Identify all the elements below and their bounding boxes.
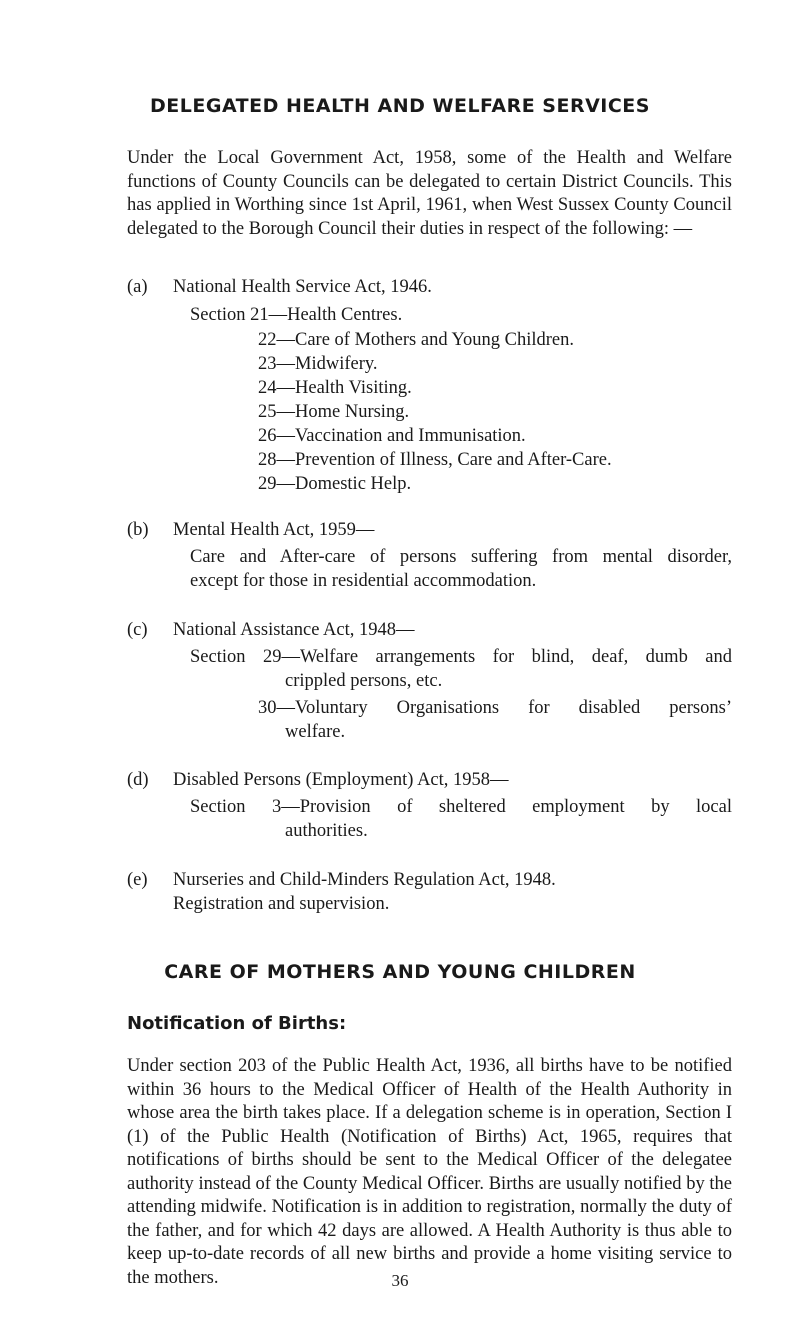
item-c-letter: (c): [127, 620, 148, 640]
item-e-line-2: Registration and supervision.: [173, 894, 390, 914]
subheading-notification-of-births: Notification of Births:: [127, 1013, 347, 1034]
item-b-line-1: Care and After-care of persons suffering from mental disorder,: [190, 547, 732, 567]
item-a-title: National Health Service Act, 1946.: [173, 277, 432, 297]
item-c-section-30-line-1: 30—Voluntary Organisations for disabled persons’: [258, 698, 732, 718]
item-b-letter: (b): [127, 520, 149, 540]
page-number: 36: [391, 1271, 409, 1290]
item-b-line-2: except for those in residential accommodation.: [190, 571, 537, 591]
item-a-section-23: 23—Midwifery.: [258, 354, 378, 374]
item-a-section-28: 28—Prevention of Illness, Care and After-Care.: [258, 450, 612, 470]
item-a-section-25: 25—Home Nursing.: [258, 402, 410, 422]
item-a-section-29: 29—Domestic Help.: [258, 474, 412, 494]
item-c-section-30-line-2: welfare.: [285, 722, 346, 742]
intro-paragraph: Under the Local Government Act, 1958, some of the Health and Welfare functions of County Councils can be delegated to certain District Councils. This has applied in Worthing since 1st April, 1961, when West Sussex County Council delegated to the Borough Council their duties in respect of the following: —: [127, 148, 732, 239]
item-b-title: Mental Health Act, 1959—: [173, 520, 375, 540]
notification-paragraph: Under section 203 of the Public Health Act, 1936, all births have to be notified within 36 hours to the Medical Officer of Health of the Health Authority in whose area the birth takes place. If a delegation scheme is in operation, Section I (1) of the Public Health (Notification of Births) Act, 1965, requires that notifications of births should be sent to the Medical Officer of the delegatee authority instead of the County Medical Officer. Births are usually notified by the attending midwife. Notification is in addition to registration, normally the duty of the father, and for which 42 days are allowed. A Health Authority is thus able to keep up-to-date records of all new births and provide a home visiting service to the mothers.: [127, 1056, 732, 1288]
item-d-line-1: Section 3—Provision of sheltered employment by local: [190, 797, 732, 817]
item-c-section-29-line-1: Section 29—Welfare arrangements for blind, deaf, dumb and: [190, 647, 732, 667]
item-d-line-2: authorities.: [285, 821, 368, 841]
item-a-section-24: 24—Health Visiting.: [258, 378, 412, 398]
item-a-section-21: Section 21—Health Centres.: [190, 305, 403, 325]
item-d-title: Disabled Persons (Employment) Act, 1958—: [173, 770, 509, 790]
item-a-section-22: 22—Care of Mothers and Young Children.: [258, 330, 575, 350]
item-e-letter: (e): [127, 870, 148, 890]
section-heading-delegated-services: DELEGATED HEALTH AND WELFARE SERVICES: [150, 95, 650, 117]
section-heading-care-of-mothers: CARE OF MOTHERS AND YOUNG CHILDREN: [164, 961, 636, 983]
item-c-section-29-line-2: crippled persons, etc.: [285, 671, 443, 691]
item-c-title: National Assistance Act, 1948—: [173, 620, 415, 640]
item-a-letter: (a): [127, 277, 148, 297]
item-e-title: Nurseries and Child-Minders Regulation Act, 1948.: [173, 870, 556, 890]
item-a-section-26: 26—Vaccination and Immunisation.: [258, 426, 526, 446]
item-d-letter: (d): [127, 770, 149, 790]
